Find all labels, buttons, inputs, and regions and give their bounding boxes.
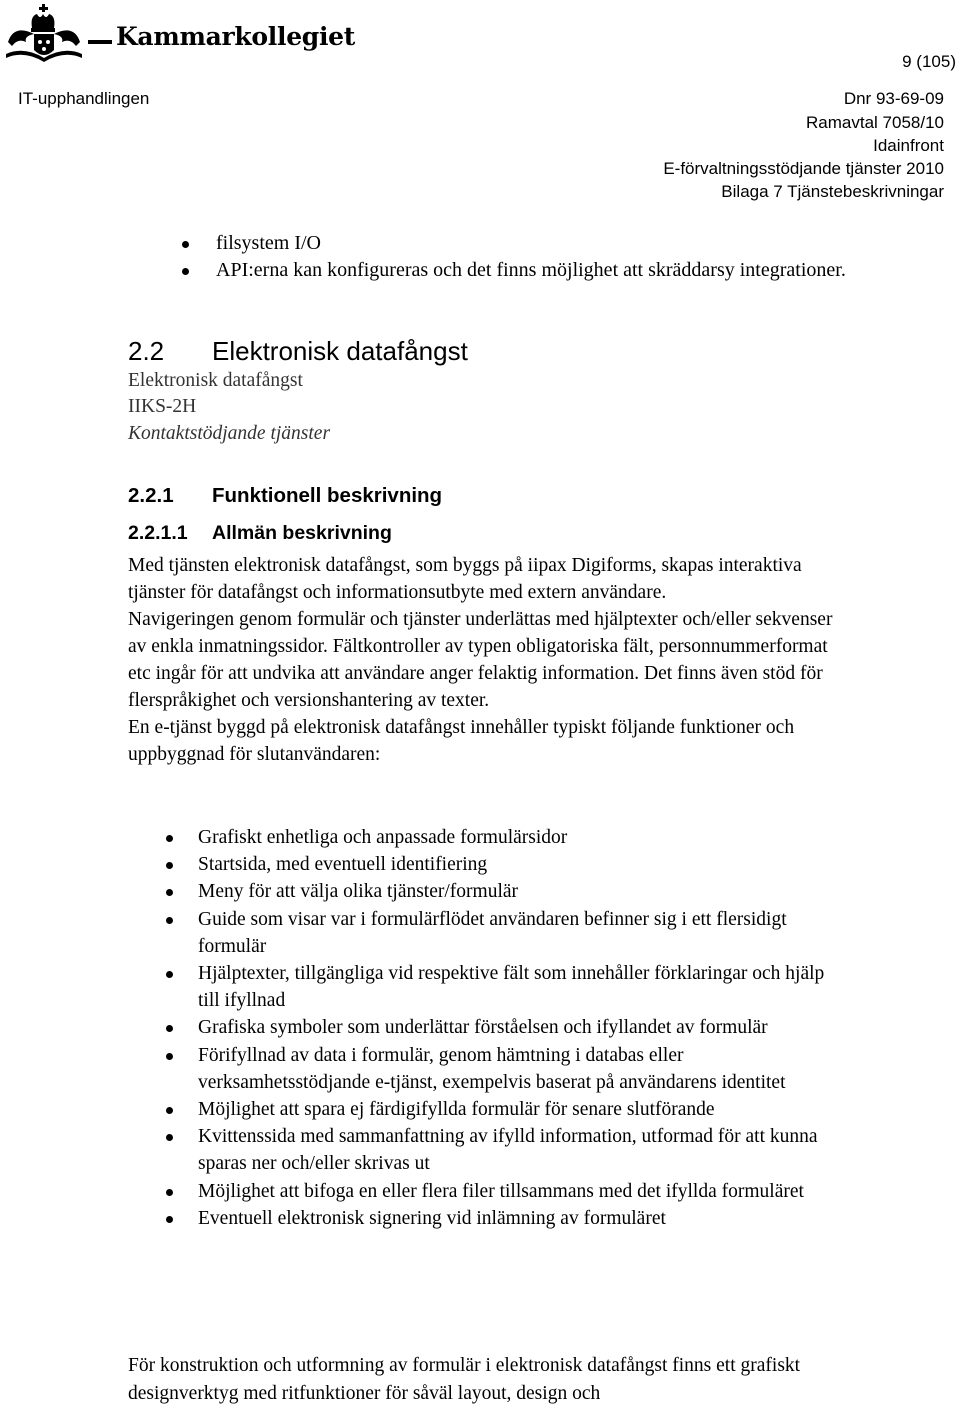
list-item: Eventuell elektronisk signering vid inlämning av formuläret bbox=[198, 1205, 848, 1232]
section-meta-category: Kontaktstödjande tjänster bbox=[128, 423, 331, 444]
paragraph: En e-tjänst byggd på elektronisk datafångst innehåller typiskt följande funktioner och uppbyggnad för slutanvändaren: bbox=[128, 717, 795, 765]
list-item: filsystem I/O bbox=[216, 230, 876, 257]
closing-text bbox=[128, 1352, 858, 1408]
section-number: 2.2 bbox=[128, 336, 165, 366]
crown-logo-icon bbox=[4, 2, 114, 68]
header-dnr: Dnr 93-69-09 bbox=[843, 89, 944, 108]
intro-bullet-list bbox=[216, 230, 876, 284]
header-ramavtal: Ramavtal 7058/10 bbox=[806, 113, 944, 132]
header-attachment: Bilaga 7 Tjänstebeskrivningar bbox=[721, 182, 944, 201]
list-item: Startsida, med eventuell identifiering bbox=[198, 851, 848, 878]
list-item: Meny för att välja olika tjänster/formulär bbox=[198, 878, 848, 905]
list-item: Grafiskt enhetliga och anpassade formulärsidor bbox=[198, 824, 848, 851]
list-item: Guide som visar var i formulärflödet användaren befinner sig i ett flersidigt formulär bbox=[198, 906, 848, 960]
list-item: Grafiska symboler som underlättar förståelsen och ifyllandet av formulär bbox=[198, 1014, 848, 1041]
header-supplier: Idainfront bbox=[873, 136, 944, 155]
subsubsection-heading bbox=[128, 522, 392, 545]
list-item: Möjlighet att bifoga en eller flera filer tillsammans med det ifyllda formuläret bbox=[198, 1178, 848, 1205]
header-left-title: IT-upphandlingen bbox=[18, 89, 150, 108]
list-item: Förifyllnad av data i formulär, genom hämtning i databas eller verksamhetsstödjande e-tjänst, exempelvis baserat på användarens identitet bbox=[198, 1042, 848, 1096]
list-item: Hjälptexter, tillgängliga vid respektive fält som innehåller förklaringar och hjälp till ifyllnad bbox=[198, 960, 848, 1014]
section-title: Elektronisk datafångst bbox=[212, 336, 468, 366]
section-meta-code: IIKS-2H bbox=[128, 396, 197, 417]
header-service: E-förvaltningsstödjande tjänster 2010 bbox=[663, 159, 944, 178]
list-item: API:erna kan konfigureras och det finns möjlighet att skräddarsy integrationer. bbox=[216, 257, 876, 284]
subsubsection-number: 2.2.1.1 bbox=[128, 522, 188, 544]
subsection-heading bbox=[128, 484, 442, 508]
paragraph: För konstruktion och utformning av formulär i elektronisk datafångst finns ett grafiskt designverktyg med ritfunktioner för såväl layout, design och bbox=[128, 1355, 801, 1404]
section-meta-name: Elektronisk datafångst bbox=[128, 370, 303, 391]
subsection-number: 2.2.1 bbox=[128, 484, 174, 507]
section-heading bbox=[128, 336, 468, 367]
function-bullet-list bbox=[198, 824, 848, 1232]
paragraph: Navigeringen genom formulär och tjänster underlättas med hjälptexter och/eller sekvenser av enkla inmatningssidor. Fältkontroller av typen obligatoriska fält, personnummerformat etc ingår för att undvika att användare anger felaktig information. Det finns även stöd för flerspråkighet och versionshantering av texter. bbox=[128, 609, 833, 711]
brand-name: Kammarkollegiet bbox=[116, 22, 356, 51]
subsubsection-title: Allmän beskrivning bbox=[212, 522, 392, 544]
page-number: 9 (105) bbox=[902, 52, 956, 71]
subsection-title: Funktionell beskrivning bbox=[212, 484, 443, 507]
body-text bbox=[128, 552, 848, 768]
paragraph: Med tjänsten elektronisk datafångst, som byggs på iipax Digiforms, skapas interaktiva tjänster för datafångst och informationsutbyte med extern användare. bbox=[128, 555, 802, 603]
list-item: Kvittenssida med sammanfattning av ifylld information, utformad för att kunna sparas ner och/eller skrivas ut bbox=[198, 1123, 848, 1177]
list-item: Möjlighet att spara ej färdigifyllda formulär för senare slutförande bbox=[198, 1096, 848, 1123]
